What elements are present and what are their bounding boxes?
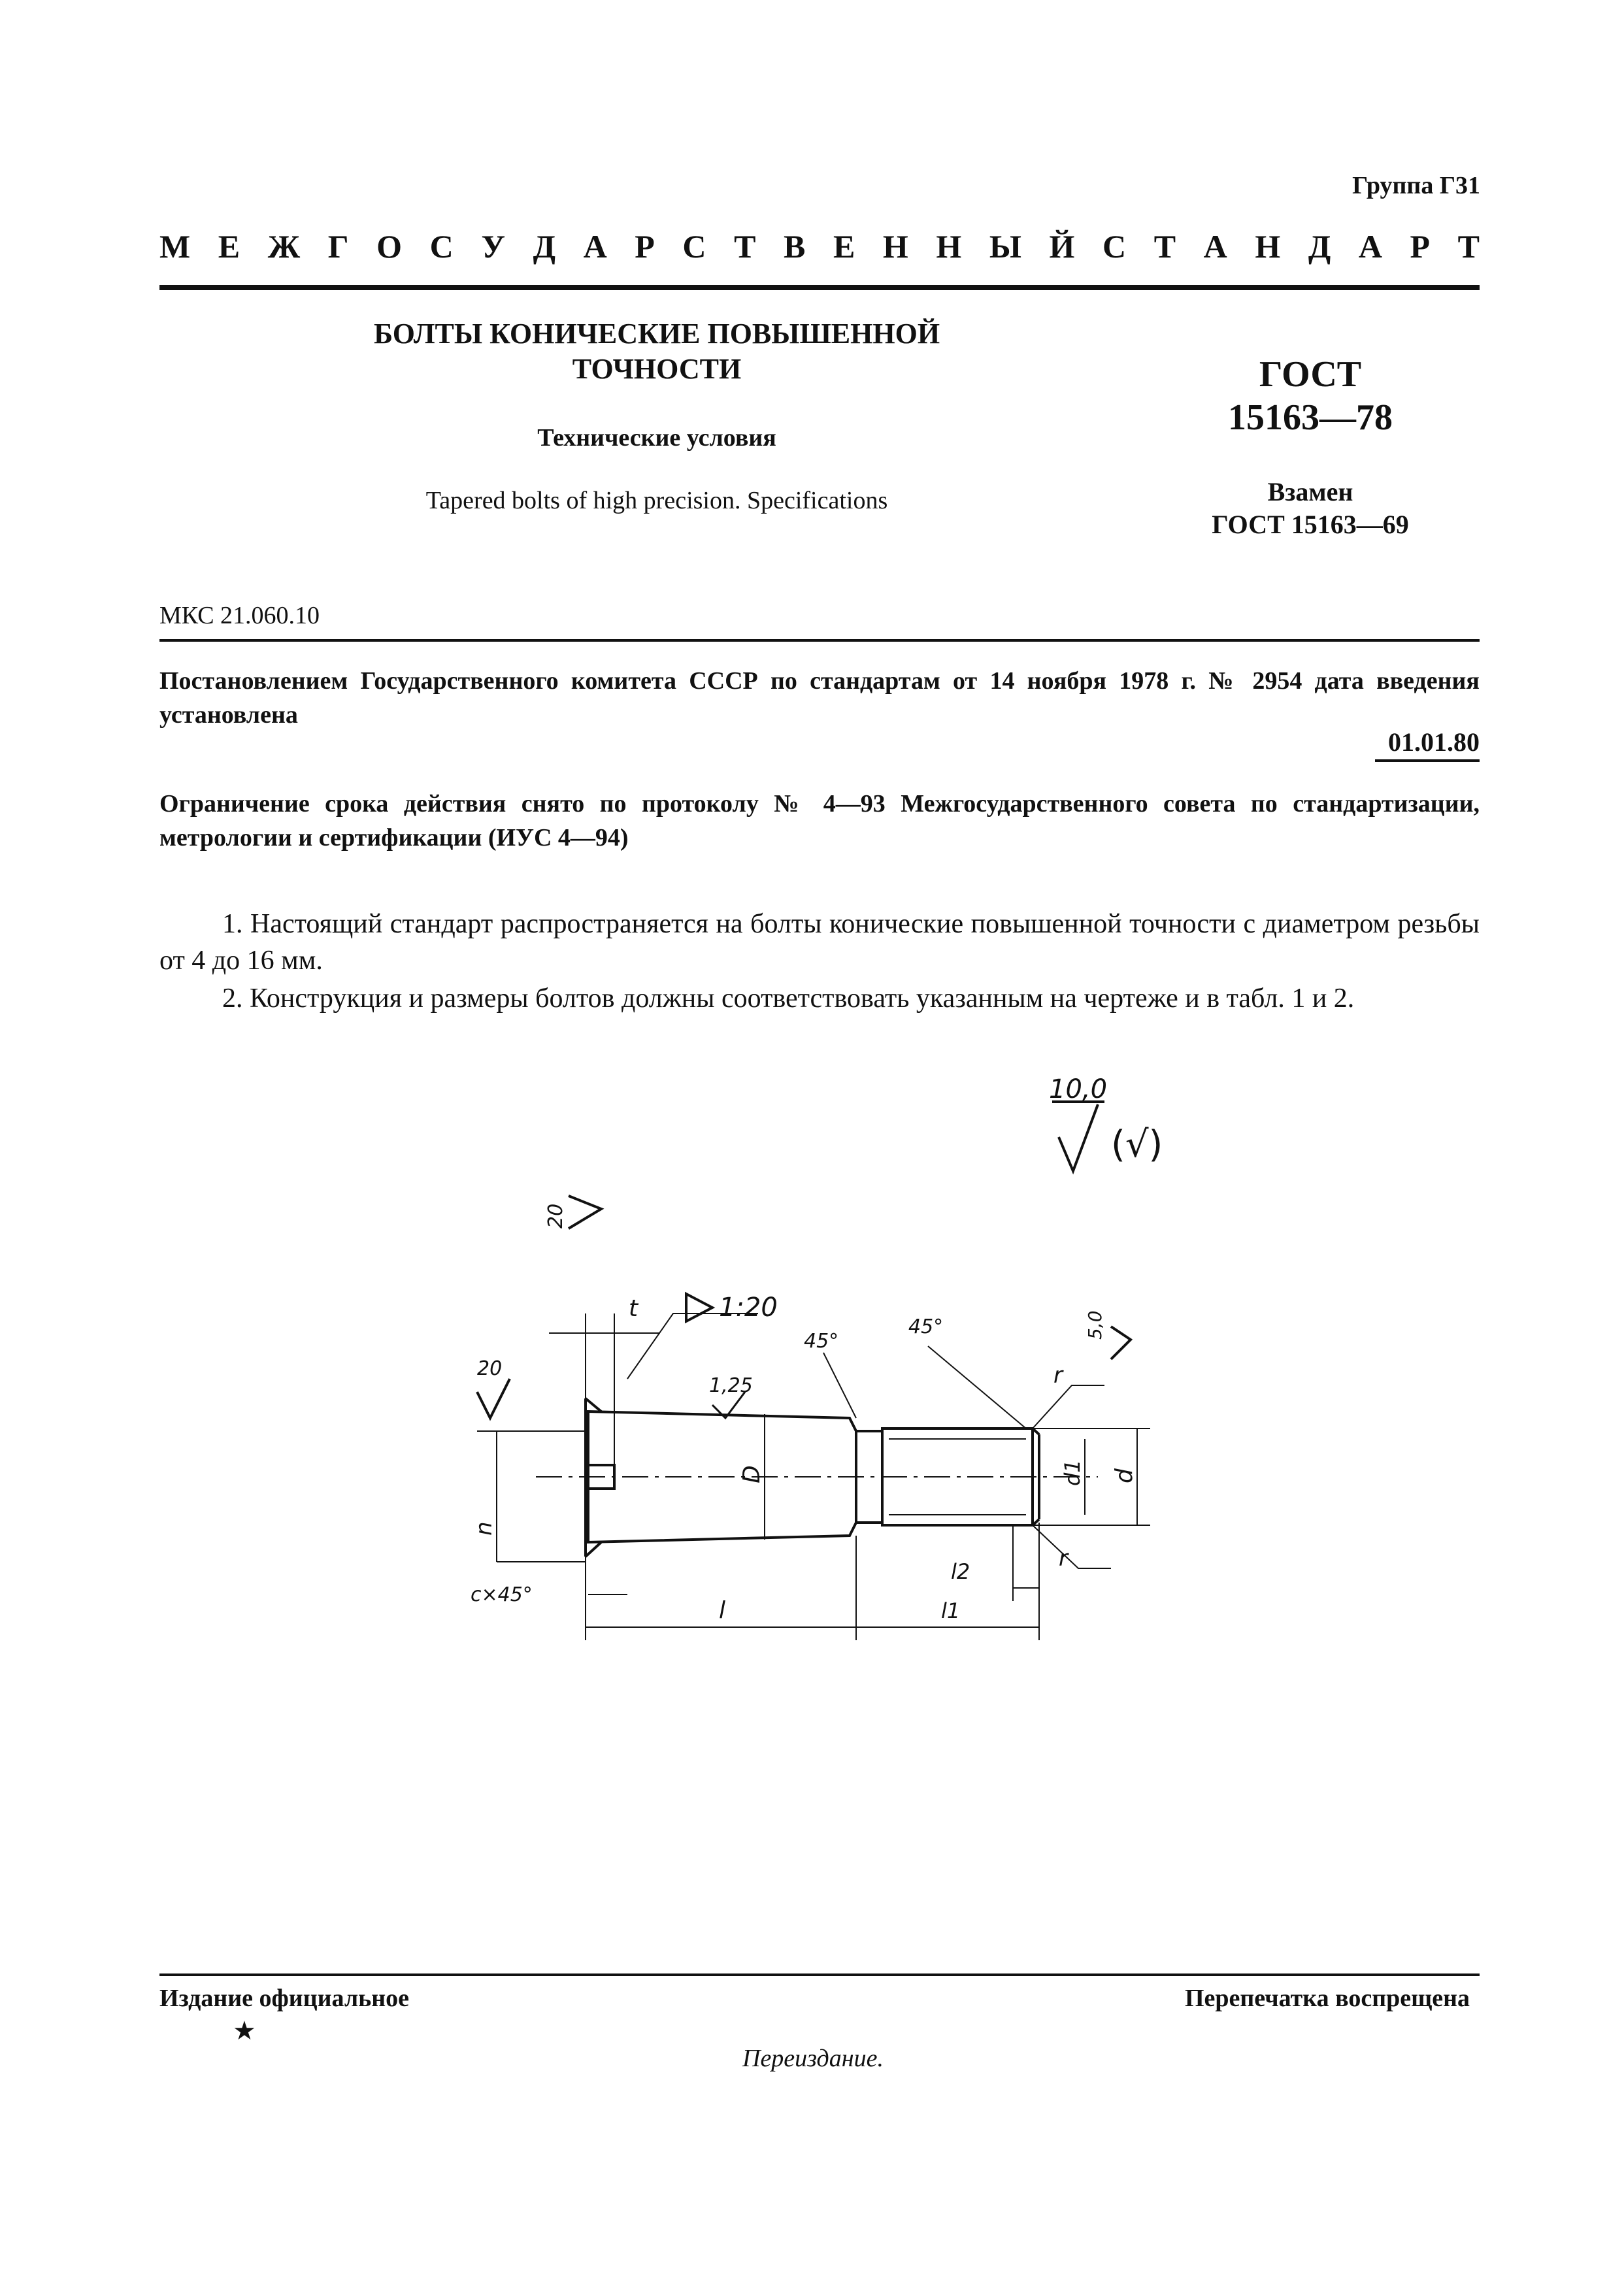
r-leader-top — [1033, 1385, 1104, 1428]
heading-letter: Р — [635, 228, 655, 265]
l2-label: l2 — [951, 1559, 970, 1584]
heading-letter: У — [481, 228, 506, 265]
heading-letter: А — [1358, 228, 1382, 265]
l1-label: l1 — [941, 1598, 961, 1623]
bolt-chamfer-top — [586, 1398, 601, 1412]
r-bottom-label: r — [1059, 1545, 1068, 1572]
bolt-chamfer-bottom — [586, 1542, 601, 1557]
paragraph-1: 1. Настоящий стандарт распространяется на болты конические повышенной точности с диаметром резьбы от 4 до 16 мм. — [159, 909, 1480, 976]
gost-designation — [1176, 353, 1444, 541]
interstate-standard-heading — [159, 227, 1480, 265]
heading-letter: Д — [533, 228, 555, 265]
r-top-label: r — [1053, 1362, 1063, 1389]
paragraph-2: 2. Конструкция и размеры болтов должны соответствовать указанным на чертеже и в табл. 1 и 2. — [222, 983, 1355, 1014]
angle1-leader — [823, 1353, 856, 1418]
heading-letter: Е — [218, 228, 240, 265]
heading-letter: Г — [327, 228, 349, 265]
heading-letter: Т — [734, 228, 756, 265]
heading-letter: Н — [882, 228, 908, 265]
mks-rule — [159, 639, 1480, 642]
heading-letter: Т — [1457, 228, 1480, 265]
d-label: d — [1111, 1468, 1138, 1483]
replaces-number: ГОСТ 15163—69 — [1212, 510, 1409, 539]
t-label: t — [629, 1295, 638, 1322]
limitation-text: Ограничение срока действия снято по протоколу № 4—93 Межгосударственного совета по стандартизации, метрологии и сертификации (ИУС 4—94) — [159, 790, 1480, 851]
roughness-paren-label: (√) — [1111, 1123, 1163, 1166]
roughness-50-label: 5,0 — [1084, 1310, 1106, 1340]
reprint-prohibited: Перепечатка воспрещена — [1184, 1985, 1470, 2012]
d1-label: d1 — [1060, 1459, 1085, 1486]
heading-letter: С — [429, 228, 454, 265]
decree-text: Постановлением Государственного комитета СССР по стандартам от 14 ноября 1978 г. № 2954 дата введения установлена — [159, 667, 1480, 729]
heading-rule — [159, 285, 1480, 290]
heading-letter: Р — [1410, 228, 1431, 265]
l-label: l — [719, 1597, 726, 1624]
D-label: D — [738, 1465, 765, 1483]
heading-letter: Т — [1153, 228, 1176, 265]
gost-label: ГОСТ — [1259, 354, 1362, 395]
official-edition: Издание официальное — [159, 1985, 410, 2012]
r-leader-bottom — [1033, 1525, 1111, 1568]
introduction-date: 01.01.80 — [1388, 727, 1480, 757]
heading-letter: О — [376, 228, 403, 265]
heading-letter: Н — [1255, 228, 1281, 265]
roughness-20-left-symbol — [477, 1379, 510, 1418]
roughness-symbol — [1059, 1104, 1098, 1171]
replaces-label: Взамен — [1267, 477, 1353, 506]
heading-letter: Ы — [989, 228, 1021, 265]
heading-letter: С — [682, 228, 706, 265]
heading-letter: Н — [936, 228, 962, 265]
heading-letter: М — [159, 228, 191, 265]
chamfer-label: c×45° — [471, 1583, 533, 1606]
title-block — [274, 316, 1039, 515]
document-title-line2: ТОЧНОСТИ — [572, 353, 742, 385]
angle2-leader — [928, 1346, 1026, 1428]
roughness-50-symbol — [1111, 1327, 1131, 1359]
document-title-line1: БОЛТЫ КОНИЧЕСКИЕ ПОВЫШЕННОЙ — [373, 318, 940, 350]
heading-letter: Ж — [267, 228, 301, 265]
taper-leader — [627, 1313, 758, 1379]
taper-label: 1:20 — [719, 1293, 778, 1323]
star-mark: ★ — [233, 2016, 256, 2045]
english-title: Tapered bolts of high precision. Specifications — [425, 487, 888, 514]
taper-triangle — [686, 1294, 712, 1321]
heading-letter: С — [1102, 228, 1127, 265]
heading-letter: Д — [1308, 228, 1331, 265]
roughness-main-label: 10,0 — [1049, 1074, 1108, 1104]
mks-code: МКС 21.060.10 — [159, 602, 320, 629]
heading-letter: А — [583, 228, 607, 265]
n-label: n — [471, 1521, 497, 1536]
heading-letter: Й — [1049, 228, 1075, 265]
roughness-125-label: 1,25 — [709, 1374, 753, 1397]
heading-letter: В — [784, 228, 806, 265]
roughness-20-top-label: 20 — [544, 1203, 567, 1229]
date-underline — [1375, 759, 1480, 762]
group-code: Группа Г31 — [1352, 172, 1480, 199]
gost-number: 15163—78 — [1228, 397, 1393, 438]
bolt-technical-drawing — [457, 1065, 1202, 1719]
footer-rule — [159, 1973, 1480, 1976]
angle1-label: 45° — [804, 1330, 839, 1353]
roughness-20-top-symbol — [569, 1196, 601, 1229]
roughness-20-left-label: 20 — [477, 1357, 503, 1380]
reissue-note: Переиздание. — [742, 2045, 884, 2072]
heading-letter: Е — [833, 228, 855, 265]
document-subtitle: Технические условия — [537, 424, 776, 452]
heading-letter: А — [1203, 228, 1227, 265]
angle2-label: 45° — [908, 1315, 944, 1338]
